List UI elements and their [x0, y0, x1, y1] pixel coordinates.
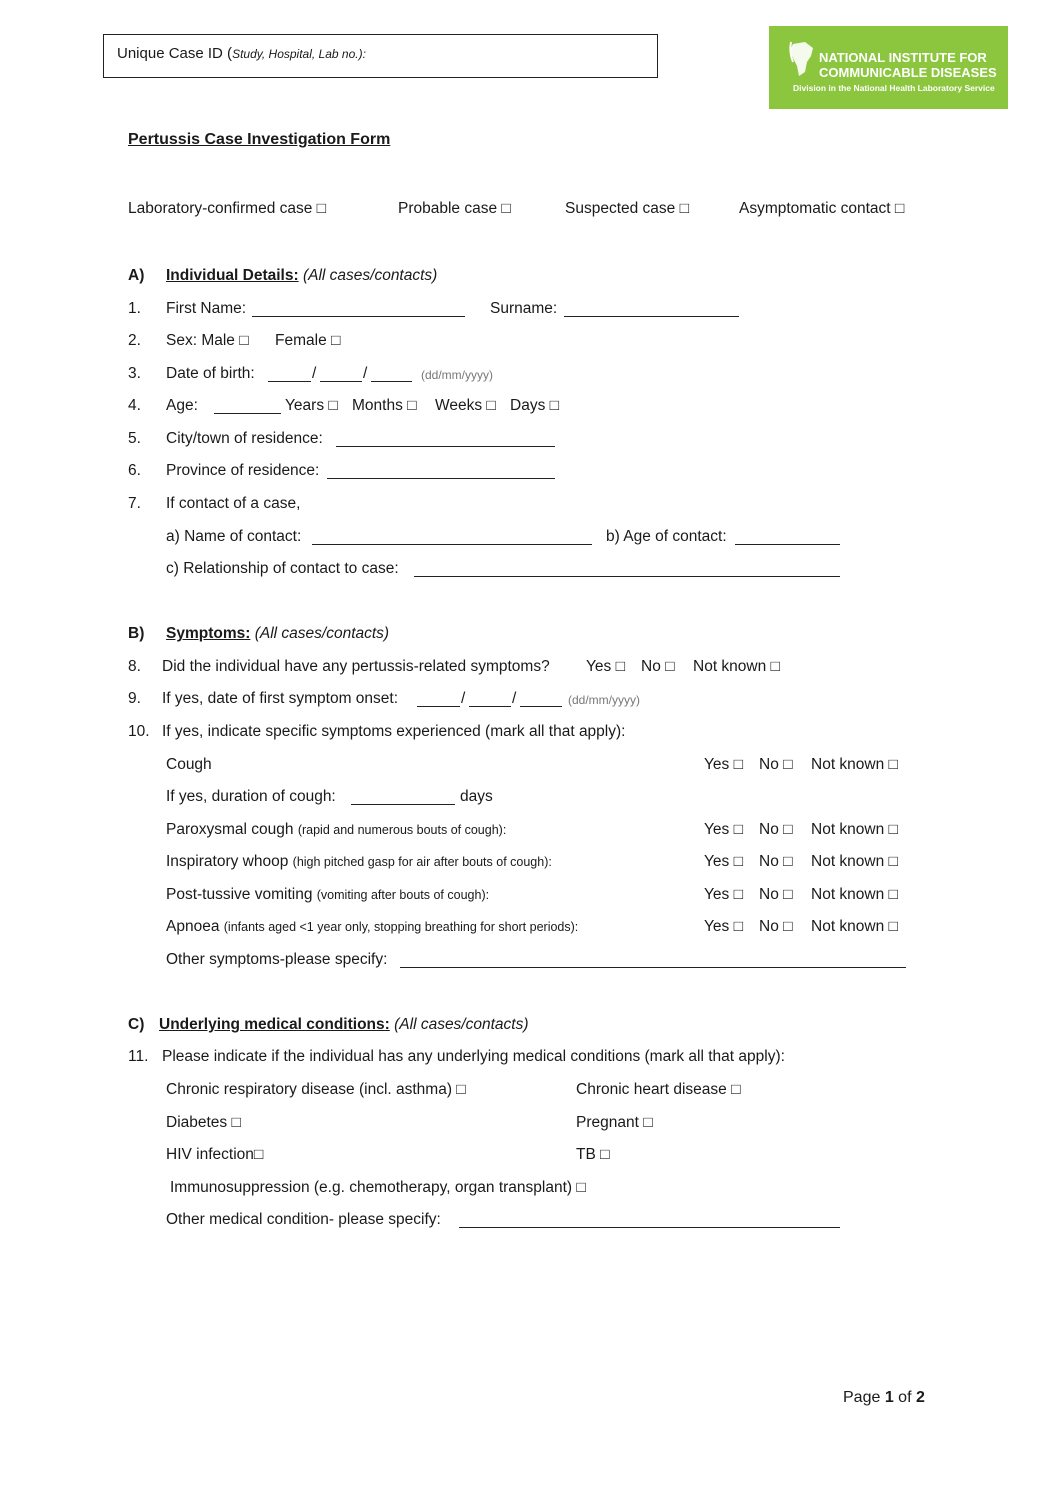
specific-symptoms-label: If yes, indicate specific symptoms experienced (mark all that apply): — [162, 723, 626, 740]
cough-yes-checkbox[interactable]: Yes □ — [704, 756, 743, 773]
unique-case-id-label: Unique Case ID (Study, Hospital, Lab no.): — [117, 45, 366, 62]
q7-number: 7. — [128, 495, 141, 512]
onset-month-field[interactable] — [469, 692, 511, 707]
first-name-field[interactable] — [252, 302, 465, 317]
contact-age-label: b) Age of contact: — [606, 528, 727, 545]
cough-no-checkbox[interactable]: No □ — [759, 756, 793, 773]
paroxysmal-not-known-checkbox[interactable]: Not known □ — [811, 821, 898, 838]
chronic-heart-checkbox[interactable]: Chronic heart disease □ — [576, 1081, 741, 1098]
conditions-question: Please indicate if the individual has any underlying medical conditions (mark all that apply): — [162, 1048, 785, 1065]
symptoms-not-known-checkbox[interactable]: Not known □ — [693, 658, 780, 675]
case-type-suspected[interactable]: Suspected case □ — [565, 200, 689, 217]
section-c-letter: C) — [128, 1016, 145, 1033]
dob-day-field[interactable] — [268, 367, 311, 382]
apnoea-no-checkbox[interactable]: No □ — [759, 918, 793, 935]
dob-month-field[interactable] — [320, 367, 362, 382]
sex-female-checkbox[interactable]: Female □ — [275, 332, 341, 349]
q11-number: 11. — [128, 1048, 149, 1065]
apnoea-label: Apnoea (infants aged <1 year only, stopping breathing for short periods): — [166, 918, 579, 935]
whoop-no-checkbox[interactable]: No □ — [759, 853, 793, 870]
q1-number: 1. — [128, 300, 141, 317]
cough-not-known-checkbox[interactable]: Not known □ — [811, 756, 898, 773]
symptoms-yes-checkbox[interactable]: Yes □ — [586, 658, 625, 675]
paroxysmal-cough-label: Paroxysmal cough (rapid and numerous bouts of cough): — [166, 821, 507, 838]
paroxysmal-no-checkbox[interactable]: No □ — [759, 821, 793, 838]
symptoms-question: Did the individual have any pertussis-related symptoms? — [162, 658, 550, 675]
logo-text: NATIONAL INSTITUTE FOR COMMUNICABLE DISEASES — [819, 50, 997, 80]
contact-name-field[interactable] — [312, 530, 592, 545]
vomiting-no-checkbox[interactable]: No □ — [759, 886, 793, 903]
section-c-heading: Underlying medical conditions: (All cases/contacts) — [159, 1016, 529, 1033]
contact-intro-label: If contact of a case, — [166, 495, 301, 512]
other-symptoms-label: Other symptoms-please specify: — [166, 951, 388, 968]
inspiratory-whoop-label: Inspiratory whoop (high pitched gasp for air after bouts of cough): — [166, 853, 552, 870]
surname-field[interactable] — [564, 302, 739, 317]
other-symptoms-field[interactable] — [400, 953, 906, 968]
q4-number: 4. — [128, 397, 141, 414]
age-label: Age: — [166, 397, 198, 414]
tb-checkbox[interactable]: TB □ — [576, 1146, 610, 1163]
form-title: Pertussis Case Investigation Form — [128, 131, 391, 148]
q6-number: 6. — [128, 462, 141, 479]
immunosuppression-checkbox[interactable]: Immunosuppression (e.g. chemotherapy, organ transplant) □ — [170, 1179, 586, 1196]
other-condition-label: Other medical condition- please specify: — [166, 1211, 441, 1228]
dob-year-field[interactable] — [371, 367, 412, 382]
onset-day-field[interactable] — [417, 692, 460, 707]
nicd-logo — [769, 26, 1008, 109]
cough-duration-unit: days — [460, 788, 493, 805]
chronic-respiratory-checkbox[interactable]: Chronic respiratory disease (incl. asthma) □ — [166, 1081, 466, 1098]
onset-format-hint: (dd/mm/yyyy) — [568, 693, 640, 707]
whoop-not-known-checkbox[interactable]: Not known □ — [811, 853, 898, 870]
case-type-probable[interactable]: Probable case □ — [398, 200, 511, 217]
cough-label: Cough — [166, 756, 212, 773]
diabetes-checkbox[interactable]: Diabetes □ — [166, 1114, 241, 1131]
age-years-checkbox[interactable]: Years □ — [285, 397, 338, 414]
onset-separator: / — [461, 690, 466, 707]
q2-number: 2. — [128, 332, 141, 349]
dob-label: Date of birth: — [166, 365, 255, 382]
surname-label: Surname: — [490, 300, 558, 317]
q8-number: 8. — [128, 658, 141, 675]
province-label: Province of residence: — [166, 462, 320, 479]
contact-relationship-label: c) Relationship of contact to case: — [166, 560, 399, 577]
onset-separator: / — [512, 690, 517, 707]
post-tussive-vomiting-label: Post-tussive vomiting (vomiting after bouts of cough): — [166, 886, 490, 903]
cough-duration-field[interactable] — [351, 790, 455, 805]
contact-age-field[interactable] — [735, 530, 840, 545]
dob-format-hint: (dd/mm/yyyy) — [421, 368, 493, 382]
q3-number: 3. — [128, 365, 141, 382]
logo-subtitle: Division in the National Health Laboratory Service — [793, 83, 995, 93]
pregnant-checkbox[interactable]: Pregnant □ — [576, 1114, 653, 1131]
hiv-checkbox[interactable]: HIV infection□ — [166, 1146, 264, 1163]
vomiting-not-known-checkbox[interactable]: Not known □ — [811, 886, 898, 903]
onset-year-field[interactable] — [520, 692, 562, 707]
city-field[interactable] — [336, 432, 555, 447]
africa-map-icon — [787, 40, 817, 80]
case-type-asymptomatic[interactable]: Asymptomatic contact □ — [739, 200, 905, 217]
age-days-checkbox[interactable]: Days □ — [510, 397, 559, 414]
contact-relationship-field[interactable] — [414, 562, 840, 577]
city-label: City/town of residence: — [166, 430, 323, 447]
section-a-heading: Individual Details: (All cases/contacts) — [166, 267, 438, 284]
whoop-yes-checkbox[interactable]: Yes □ — [704, 853, 743, 870]
q10-number: 10. — [128, 723, 150, 740]
other-condition-field[interactable] — [459, 1213, 840, 1228]
sex-male-checkbox[interactable]: Sex: Male □ — [166, 332, 249, 349]
apnoea-yes-checkbox[interactable]: Yes □ — [704, 918, 743, 935]
section-b-letter: B) — [128, 625, 145, 642]
age-weeks-checkbox[interactable]: Weeks □ — [435, 397, 496, 414]
cough-duration-label: If yes, duration of cough: — [166, 788, 336, 805]
paroxysmal-yes-checkbox[interactable]: Yes □ — [704, 821, 743, 838]
vomiting-yes-checkbox[interactable]: Yes □ — [704, 886, 743, 903]
onset-date-label: If yes, date of first symptom onset: — [162, 690, 399, 707]
province-field[interactable] — [327, 464, 555, 479]
q9-number: 9. — [128, 690, 141, 707]
page-number: Page 1 of 2 — [843, 1389, 925, 1406]
dob-separator: / — [363, 365, 368, 382]
case-type-lab-confirmed[interactable]: Laboratory-confirmed case □ — [128, 200, 327, 217]
symptoms-no-checkbox[interactable]: No □ — [641, 658, 675, 675]
section-a-letter: A) — [128, 267, 145, 284]
section-b-heading: Symptoms: (All cases/contacts) — [166, 625, 390, 642]
q5-number: 5. — [128, 430, 141, 447]
contact-name-label: a) Name of contact: — [166, 528, 302, 545]
dob-separator: / — [312, 365, 317, 382]
unique-case-id-box[interactable] — [103, 34, 658, 78]
apnoea-not-known-checkbox[interactable]: Not known □ — [811, 918, 898, 935]
age-field[interactable] — [214, 399, 281, 414]
age-months-checkbox[interactable]: Months □ — [352, 397, 417, 414]
first-name-label: First Name: — [166, 300, 247, 317]
